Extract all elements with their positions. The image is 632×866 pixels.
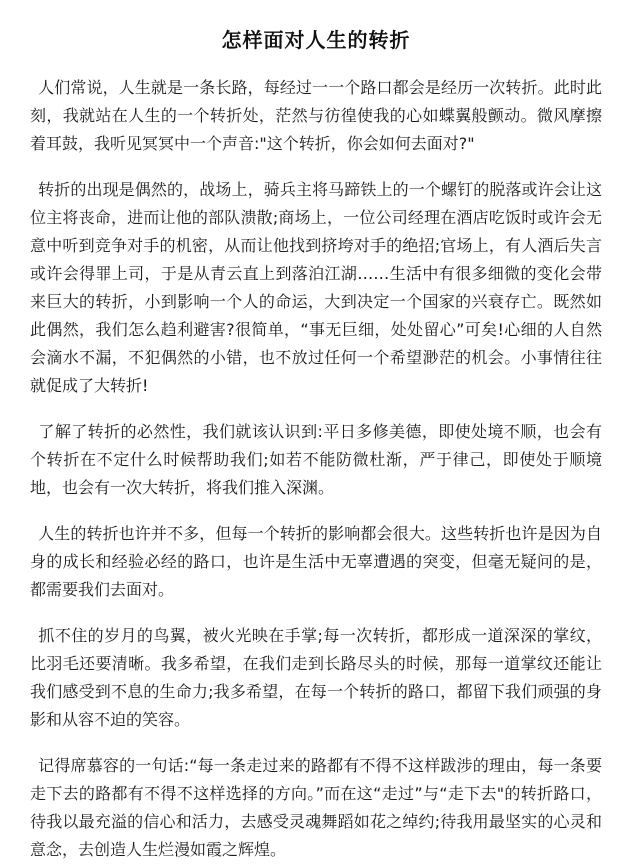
paragraph-text: 人们常说，人生就是一条长路，每经过一一个路口都会是经历一次转折。此时此刻，我就站在人生的一个转折处，茫然与彷徨使我的心如蝶翼般颤动。微风摩擦着耳鼓，我听见冥冥中一个声音:"这个转折，你会如何去面对?" (30, 78, 602, 153)
paragraph-text: 了解了转折的必然性，我们就该认识到:平日多修美德，即使处境不顺，也会有个转折在不定什么时候帮助我们;如若不能防微杜渐，严于律己，即使处于顺境地，也会有一次大转折，将我们推入深渊。 (30, 422, 602, 497)
document-title: 怎样面对人生的转折 (221, 28, 411, 52)
paragraph (30, 752, 602, 864)
paragraph (30, 622, 602, 734)
paragraph-text: 抓不住的岁月的鸟翼，被火光映在手掌;每一次转折，都形成一道深深的掌纹，比羽毛还要清晰。我多希望，在我们走到长路尽头的时候，那每一道掌纹还能让我们感受到不息的生命力;我多希望，在每一个转折的路口，都留下我们顽强的身影和从容不迫的笑容。 (30, 626, 602, 729)
paragraph-text: 记得席慕容的一句话:“每一条走过来的路都有不得不这样跋涉的理由，每一条要走下去的路都有不得不这样选择的方向。”而在这“走过”与“走下去"的转折路口，待我以最充溢的信心和活力，去感受灵魂舞蹈如花之绰约;待我用最坚实的心灵和意念，去创造人生烂漫如霞之辉煌。 (30, 756, 602, 859)
paragraph-text: 转折的出现是偶然的，战场上，骑兵主将马蹄铁上的一个螺钉的脱落或许会让这位主将丧命，进而让他的部队溃散;商场上，一位公司经理在酒店吃饭时或许会无意中听到竞争对手的机密，从而让他找到挤垮对手的绝招;官场上，有人酒后失言或许会得罪上司，于是从青云直上到落泊江湖……生活中有很多细微的变化会带来巨大的转折，小到影响一个人的命运，大到决定一个国家的兴衰存亡。既然如此偶然，我们怎么趋利避害?很简单，“事无巨细，处处留心”可矣!心细的人自然会滴水不漏，不犯偶然的小错，也不放过任何一个希望渺茫的机会。小事情往往就促成了大转折! (30, 180, 602, 395)
paragraph (30, 418, 602, 502)
paragraph (30, 520, 602, 604)
paragraph-text: 人生的转折也许并不多，但每一个转折的影响都会很大。这些转折也许是因为自身的成长和经验必经的路口，也许是生活中无辜遭遇的突变，但毫无疑问的是，都需要我们去面对。 (30, 524, 602, 599)
document-body (30, 74, 602, 864)
paragraph (30, 176, 602, 400)
paragraph (30, 74, 602, 158)
